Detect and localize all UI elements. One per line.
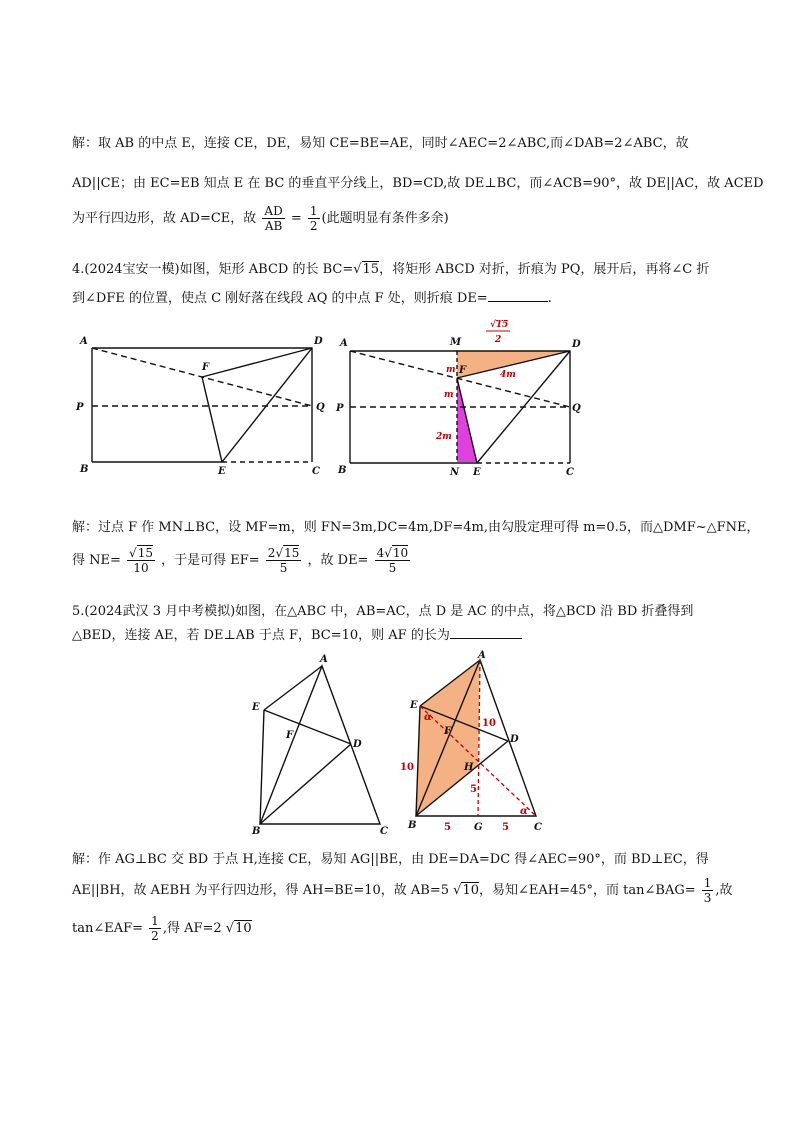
fig4-label: Q xyxy=(316,402,325,413)
frac-num: 2√15 xyxy=(267,546,300,560)
fraction-de xyxy=(375,546,411,575)
sqrt-val: 15 xyxy=(137,546,153,560)
fig5-label: E xyxy=(252,702,260,713)
red-num: 5 xyxy=(470,784,477,795)
coef: 4 xyxy=(376,546,385,560)
q4-line2 xyxy=(72,287,552,306)
fig5r-label: B xyxy=(408,820,417,831)
q5-line1: 5.(2024武汉 3 月中考模拟)如图，在△ABC 中，AB=AC，点 D 是 AC 的中点，将△BCD 沿 BD 折叠得到 xyxy=(72,604,694,619)
fig4-label: F xyxy=(202,362,210,373)
fig5r-label: D xyxy=(510,734,519,745)
sol5-line1: 解：作 AG⊥BC 交 BD 于点 H,连接 CE，易知 AG||BE，由 DE=DA=DC 得∠AEC=90°，而 BD⊥EC，得 xyxy=(72,852,709,867)
fig5r-label: E xyxy=(410,700,418,711)
frac-num: 1 xyxy=(309,204,318,218)
fig5-label: D xyxy=(353,739,362,750)
q5-text: △BED，连接 AE，若 DE⊥AB 于点 F，BC=10，则 AF 的长为 xyxy=(72,628,450,643)
frac-den: 3 xyxy=(703,891,712,905)
frac-den: AB xyxy=(264,219,283,233)
fig5r-label: F xyxy=(444,726,452,737)
sol4-line2 xyxy=(72,546,412,575)
sol5-line2: AE||BH，故 AEBH 为平行四边形，得 AH=BE=10，故 AB=5 √10，易知∠EAH=45°，而 tan∠BAG= $\frac{1}{3}$ ,故 xyxy=(72,876,733,905)
frac-den: 5 xyxy=(279,561,288,575)
red-num: 10 xyxy=(400,762,414,773)
q5-line2 xyxy=(72,624,522,643)
sol4-text: ，故 DE= xyxy=(307,553,369,568)
fig5-left xyxy=(248,652,398,837)
sol4-line1: 解：过点 F 作 MN⊥BC，设 MF=m，则 FN=3m,DC=4m,DF=4m,由勾股定理可得 m=0.5，而△DMF~△FNE， xyxy=(72,520,760,535)
fig4-left xyxy=(72,330,332,480)
q4-end: . xyxy=(547,291,552,306)
fig5-label: A xyxy=(320,654,328,665)
fig4r-label: B xyxy=(338,465,347,476)
sol5-text: ,故 xyxy=(715,883,733,898)
equals: = xyxy=(290,211,302,226)
fig4r-label: Q xyxy=(572,403,581,414)
frac-den: 10 xyxy=(133,561,149,575)
q4-line1: 4.(2024宝安一模)如图，矩形 ABCD 的长 BC=√15，将矩形 ABCD 对折，折痕为 PQ，展开后，再将∠C 折 xyxy=(72,262,710,277)
fraction-ef xyxy=(266,546,302,575)
fig4r-label: E xyxy=(473,467,481,478)
fig4-label: A xyxy=(80,336,88,347)
sol4-text: ，于是可得 EF= xyxy=(161,553,260,568)
red-label-2m: 2m xyxy=(436,432,452,442)
sqrt-val: 10 xyxy=(392,546,409,560)
sqrt-val: 10 xyxy=(462,883,479,898)
red-num: 5 xyxy=(502,822,509,833)
fig5r-label: C xyxy=(534,822,542,833)
sol5-text: tan∠EAF= xyxy=(72,921,144,936)
answer-blank xyxy=(488,291,548,302)
red-label-top-den: 2 xyxy=(495,335,502,345)
fig5r-label: G xyxy=(474,822,483,833)
fig4-label: C xyxy=(312,466,320,477)
answer-blank xyxy=(450,628,522,639)
q4-text2: ，将矩形 ABCD 对折，折痕为 PQ，展开后，再将∠C 折 xyxy=(379,262,710,277)
fraction-tan xyxy=(702,876,714,905)
q4-sqrt: 15 xyxy=(362,262,380,277)
sol5-text: ,得 AF=2 xyxy=(162,921,222,936)
sol5-text: AE||BH，故 AEBH 为平行四边形，得 AH=BE=10，故 AB=5 xyxy=(72,883,450,898)
fig4r-label: P xyxy=(336,403,344,414)
sol3-line3 xyxy=(72,204,449,233)
red-num: 5 xyxy=(444,822,451,833)
alpha-label: α xyxy=(424,712,432,723)
frac-den: 2 xyxy=(309,219,318,233)
frac-num: AD xyxy=(264,204,283,218)
frac-den: 5 xyxy=(388,561,397,575)
q4-text3: 到∠DFE 的位置，使点 C 刚好落在线段 AQ 的中点 F 处，则折痕 DE= xyxy=(72,291,488,306)
fig4-label: E xyxy=(218,466,226,477)
alpha-label: α xyxy=(520,806,528,817)
fig5-label: C xyxy=(380,826,388,837)
coef: 2 xyxy=(267,546,276,560)
fig4r-label: C xyxy=(566,467,574,478)
fig5-right xyxy=(398,648,558,838)
fig5r-label: A xyxy=(478,650,486,661)
frac-num: 1 xyxy=(151,914,159,928)
fig5-label: F xyxy=(286,730,294,741)
fig5r-label: H xyxy=(464,762,474,773)
sqrt-val: 15 xyxy=(284,546,300,560)
frac-den: 2 xyxy=(151,929,159,943)
red-num: 10 xyxy=(482,718,496,729)
frac-num: 4√10 xyxy=(376,546,409,560)
fig4r-label: F xyxy=(459,365,467,376)
fig5-label: B xyxy=(252,826,261,837)
fig4r-label: N xyxy=(450,467,460,478)
sqrt-val: 10 xyxy=(235,921,252,936)
sol3-note: (此题明显有条件多余) xyxy=(321,211,449,226)
fig4r-label: D xyxy=(572,339,581,350)
fig4-label: B xyxy=(80,464,89,475)
sol3-line2: AD||CE；由 EC=EB 知点 E 在 BC 的垂直平分线上，BD=CD,故 DE⊥BC，而∠ACB=90°，故 DE||AC，故 ACED xyxy=(72,176,764,191)
frac-num: √15 xyxy=(129,546,153,560)
fig4r-label: A xyxy=(340,338,348,349)
sol3-line1: 解：取 AB 的中点 E，连接 CE，DE，易知 CE=BE=AE，同时∠AEC=2∠ABC,而∠DAB=2∠ABC，故 xyxy=(72,136,689,151)
red-label-m: m xyxy=(444,390,454,400)
sol3-line3-text: 为平行四边形，故 AD=CE，故 xyxy=(72,211,257,226)
fraction-ad-ab xyxy=(262,204,284,233)
fraction-tef xyxy=(149,914,161,943)
fraction-ne xyxy=(127,546,155,575)
fig4-label: D xyxy=(314,336,323,347)
fig4-label: P xyxy=(76,402,84,413)
sol4-text: 得 NE= xyxy=(72,553,121,568)
frac-num: 1 xyxy=(703,876,712,890)
fig4-right xyxy=(330,315,600,485)
fraction-half xyxy=(308,204,320,233)
fig4r-label: M xyxy=(450,337,462,348)
q4-text1: 4.(2024宝安一模)如图，矩形 ABCD 的长 BC= xyxy=(72,262,354,277)
red-label-top: √15 xyxy=(490,320,509,330)
sol5-text: ，易知∠EAH=45°，而 tan∠BAG= xyxy=(479,883,696,898)
red-label-4m: 4m xyxy=(500,370,516,380)
sol5-line3: tan∠EAF= $\frac{1}{2}$ ,得 AF=2 √10 xyxy=(72,914,252,943)
red-label-m: m xyxy=(446,365,456,375)
